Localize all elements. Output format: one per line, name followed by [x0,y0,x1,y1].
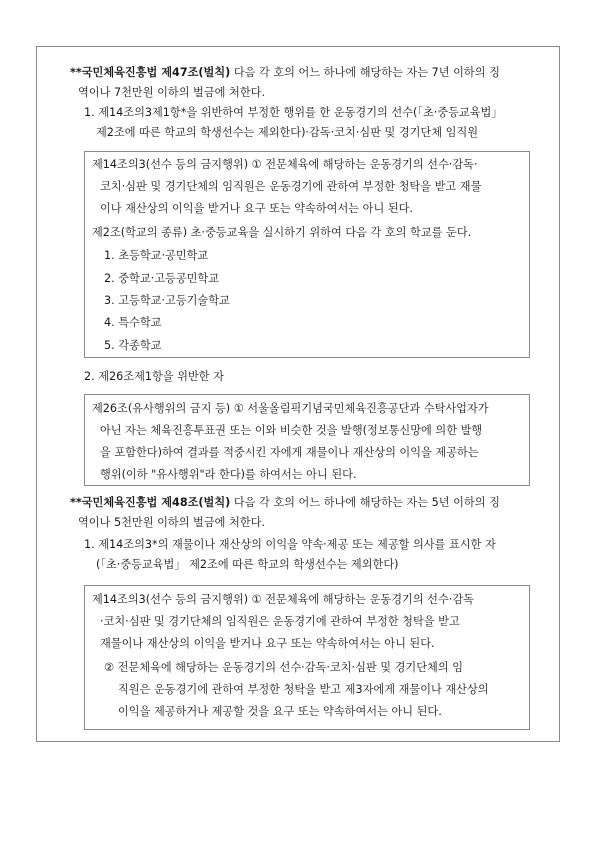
art48-heading: **국민체육진흥법 제48조(벌칙) [70,496,231,509]
box1-line4: 제2조(학교의 종류) 초·중등교육을 실시하기 위하여 다음 각 호의 학교를 둔다. [92,226,472,239]
box3-line3: 재물이나 재산상의 이익을 받거나 요구 또는 약속하여서는 아니 된다. [100,637,435,650]
art47-item2: 2. 제26조제1항을 위반한 자 [84,370,224,383]
school-item: 3. 고등학교·고등기술학교 [104,294,230,307]
school-item: 1. 초등학교·공민학교 [104,249,209,262]
box1-line2: 코치·심판 및 경기단체의 임직원은 운동경기에 관하여 부정한 청탁을 받고 재물 [100,180,482,193]
box2-line2: 아닌 자는 체육진흥투표권 또는 이와 비슷한 것을 발행(정보통신망에 의한 발행 [100,424,483,437]
art48-item1-line2: (「초·중등교육법」 제2조에 따른 학교의 학생선수는 제외한다) [96,558,399,571]
school-item: 5. 각종학교 [104,339,162,352]
art48-item1-line1: 1. 제14조의3*의 재물이나 재산상의 이익을 약속·제공 또는 제공할 의사를 표시한 자 [84,538,496,551]
art47-item1-line1: 1. 제14조의3제1항*을 위반하여 부정한 행위를 한 운동경기의 선수(「초·중등교육법」 [84,106,503,119]
school-item: 2. 중학교·고등공민학교 [104,272,220,285]
art48-intro-cont: 역이나 5천만원 이하의 벌금에 처한다. [78,516,266,529]
box3-line2: ·코치·심판 및 경기단체의 임직원은 운동경기에 관하여 부정한 청탁을 받고 [100,615,460,628]
box3-line4: ② 전문체육에 해당하는 운동경기의 선수·감독·코치·심판 및 경기단체의 임 [104,661,463,674]
art47-item1-line2: 제2조에 따른 학교의 학생선수는 제외한다)·감독·코치·심판 및 경기단체 임직원 [96,126,479,139]
box2-line1: 제26조(유사행위의 금지 등) ① 서울올림픽기념국민체육진흥공단과 수탁사업자가 [92,402,489,415]
box2-line4: 행위(이하 "유사행위"라 한다)를 하여서는 아니 된다. [100,468,357,481]
box2-line3: 을 포함한다)하여 결과를 적중시킨 자에게 재물이나 재산상의 이익을 제공하는 [100,446,479,459]
school-item: 4. 특수학교 [104,316,162,329]
box3-line6: 이익을 제공하거나 제공할 것을 요구 또는 약속하여서는 아니 된다. [118,705,442,718]
art47-heading: **국민체육진흥법 제47조(벌칙) [70,66,231,79]
art48-intro-rest: 다음 각 호의 어느 하나에 해당하는 자는 5년 이하의 징 [230,496,500,509]
box3-line1: 제14조의3(선수 등의 금지행위) ① 전문체육에 해당하는 운동경기의 선수·감독 [92,593,474,606]
box3-line5: 직원은 운동경기에 관하여 부정한 청탁을 받고 제3자에게 재물이나 재산상의 [118,683,489,696]
art47-intro-cont: 역이나 7천만원 이하의 벌금에 처한다. [78,86,266,99]
box1-line3: 이나 재산상의 이익을 받거나 요구 또는 약속하여서는 아니 된다. [100,202,413,215]
art47-intro-rest: 다음 각 호의 어느 하나에 해당하는 자는 7년 이하의 징 [230,66,500,79]
box1-line1: 제14조의3(선수 등의 금지행위) ① 전문체육에 해당하는 운동경기의 선수·감독· [92,158,478,171]
art48-intro [70,496,500,510]
art47-intro [70,66,500,80]
